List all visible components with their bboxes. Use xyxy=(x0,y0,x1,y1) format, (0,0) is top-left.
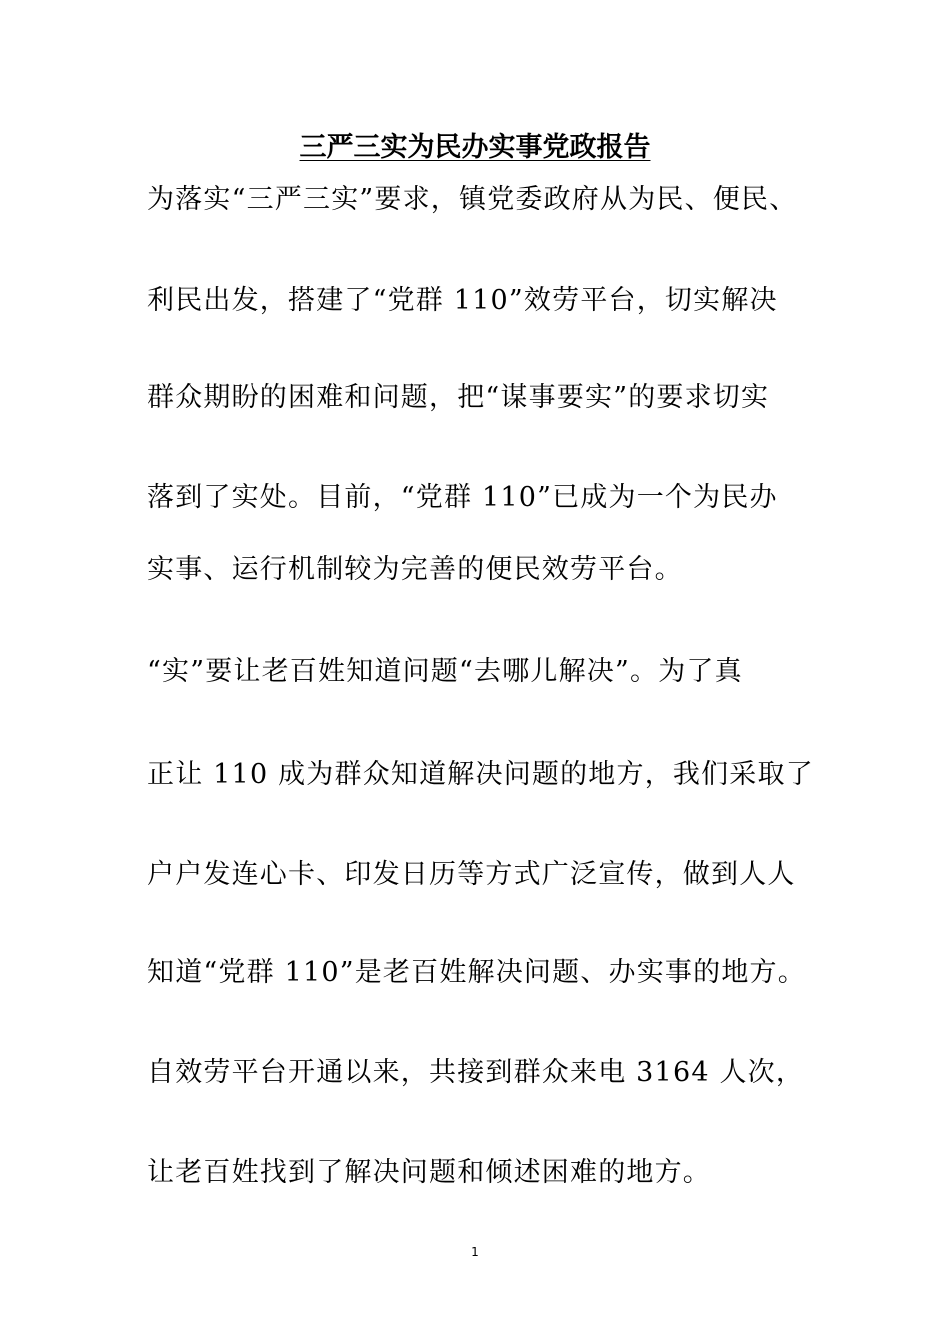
body-line: 落到了实处。目前，“党群 110”已成为一个为民办 xyxy=(147,482,778,513)
body-line: 正让 110 成为群众知道解决问题的地方，我们采取了 xyxy=(147,759,814,790)
body-line: “实”要让老百姓知道问题“去哪儿解决”。为了真 xyxy=(147,656,743,687)
body-line: 自效劳平台开通以来，共接到群众来电 3164 人次， xyxy=(147,1057,805,1088)
body-line: 为落实“三严三实”要求，镇党委政府从为民、便民、 xyxy=(147,184,798,215)
document-title-text: 三严三实为民办实事党政报告 xyxy=(299,132,651,163)
body-line: 知道“党群 110”是老百姓解决问题、办实事的地方。 xyxy=(147,957,806,988)
body-line: 让老百姓找到了解决问题和倾述困难的地方。 xyxy=(147,1157,711,1188)
body-line: 户户发连心卡、印发日历等方式广泛宣传，做到人人 xyxy=(147,859,796,890)
document-title xyxy=(0,128,950,168)
body-line: 利民出发，搭建了“党群 110”效劳平台，切实解决 xyxy=(147,285,778,316)
body-line: 群众期盼的困难和问题，把“谋事要实”的要求切实 xyxy=(147,382,770,413)
body-line: 实事、运行机制较为完善的便民效劳平台。 xyxy=(147,554,683,585)
page-number: 1 xyxy=(471,1245,479,1259)
